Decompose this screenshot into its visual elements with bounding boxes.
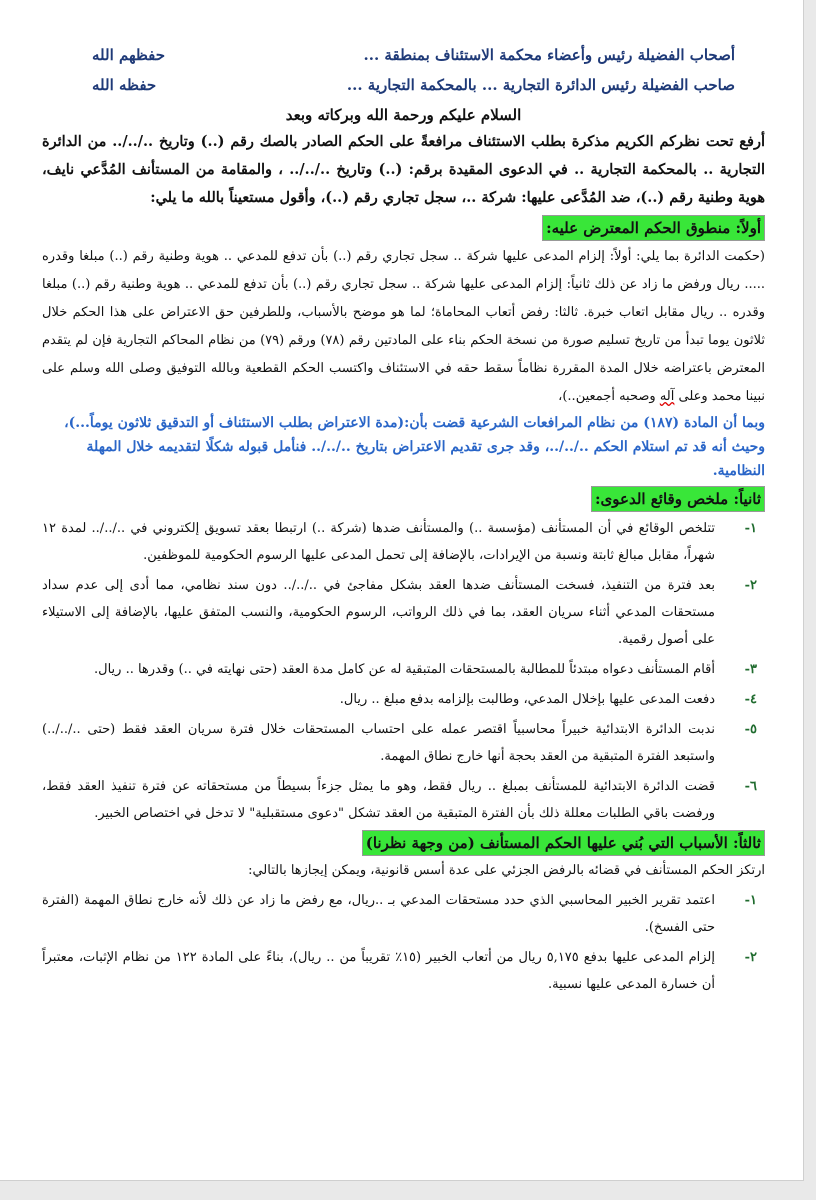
intro-paragraph: أرفع تحت نظركم الكريم مذكرة بطلب الاستئناف مرافعةً على الحكم الصادر بالصك رقم (..) وتاريخ ../../.. من الدائرة التجارية .. بالمحكمة التجارية .. في الدعوى المقيدة برقم: (..) وتاريخ ../../.. ، والمقامة من المستأنف المُدَّعي نايف، هوية وطنية رقم (..)، ضد المُدَّعى عليها: شركة ..، سجل تجاري رقم (..)، وأقول مستعيناً بالله ما يلي: (42, 133, 765, 206)
item-number: ٢- (744, 578, 757, 593)
list-item (42, 887, 765, 941)
section-1-heading: أولاً: منطوق الحكم المعترض عليه: (542, 215, 765, 241)
item-text: اعتمد تقرير الخبير المحاسبي الذي حدد مستحقات المدعي بـ ..ريال، مع رفض ما زاد عن ذلك لأنه خارج نطاق المهمة (الفترة حتى الفسخ). (42, 893, 715, 935)
item-text: بعد فترة من التنفيذ، فسخت المستأنف ضدها العقد بشكل مفاجئ في ../../.. دون سند نظامي، مما أدى إلى عدم سداد مستحقات المدعي أثناء سريان العقد، بما في ذلك الرواتب، الرسوم الحكومية، والنسب المتفق عليها، بالإضافة إلى الاستيلاء على أصول رقمية. (42, 578, 715, 647)
item-number: ٥- (744, 722, 757, 737)
list-item (42, 686, 765, 713)
section-2-header (42, 486, 765, 512)
address-blessing: حفظهم الله (92, 46, 166, 64)
item-number: ١- (744, 521, 757, 536)
address-line-1 (42, 40, 765, 70)
list-item (42, 773, 765, 827)
list-item (42, 716, 765, 770)
section-1-header (42, 215, 765, 241)
quote-main-text: (حكمت الدائرة بما يلي: أولاً: إلزام المدعى عليها شركة .. سجل تجاري رقم (..) بأن تدفع للمدعي .. هوية وطنية رقم (..) مبلغا وقدره ..... ريال ورفض ما زاد عن ذلك ثانياً: إلزام المدعى عليها شركة .. سجل تجاري رقم (..) بأن تدفع للمدعي .. هوية وطنية رقم (..) مبلغا وقدره .. ريال مقابل اتعاب خبرة. ثالثا: رفض أتعاب المحاماة؛ لما هو موضح بالأسباب، وللطرفين حق الاعتراض على هذا الحكم خلال ثلاثون يوما تبدأ من تاريخ تسليم صورة من نسخة الحكم بناء على المادتين رقم (٧٨) ورقم (٧٩) من نظام المحاكم التجارية فإن لم يتقدم المعترض باعتراضه خلال المدة المقررة نظاماً سقط حقه في الاستئناف واكتسب الحكم القطعية وبالله التوفيق وصلى الله وسلم على نبينا محمد وعلى (42, 249, 765, 404)
section-3-heading: ثالثاً: الأسباب التي بُني عليها الحكم المستأنف (من وجهة نظرنا) (362, 830, 765, 856)
item-number: ٣- (744, 662, 757, 677)
item-number: ١- (744, 893, 757, 908)
item-text: ندبت الدائرة الابتدائية خبيراً محاسبياً اقتصر عمله على احتساب المستحقات خلال فترة سريان العقد فقط (حتى ../../..) واستبعد الفترة المتبقية من العقد بحجة أنها خارج نطاق المهمة. (42, 722, 715, 764)
quote-end-text: وصحبه أجمعين..)، (558, 389, 656, 404)
list-item (42, 515, 765, 569)
greeting: السلام عليكم ورحمة الله وبركاته وبعد (285, 106, 522, 124)
item-text: أقام المستأنف دعواه مبتدئاً للمطالبة بالمستحقات المتبقية له عن كامل مدة العقد (حتى نهايته في ..) وقدرها .. ريال. (94, 662, 715, 677)
address-line-2 (42, 70, 765, 100)
list-item (42, 944, 765, 998)
item-number: ٤- (744, 692, 757, 707)
appeal-timing-note: وبما أن المادة (١٨٧) من نظام المرافعات الشرعية قضت بأن:(مدة الاعتراض بطلب الاستئناف أو التدقيق ثلاثون يوماً...)، وحيث أنه قد تم استلام الحكم ../../..، وقد جرى تقديم الاعتراض بتاريخ ../../.. فنأمل قبوله شكلًا لتقديمه خلال المهلة النظامية. (64, 415, 765, 479)
section-3-header (42, 830, 765, 856)
address-blessing-2: حفظه الله (92, 76, 157, 94)
list-item (42, 656, 765, 683)
item-text: دفعت المدعى عليها بإخلال المدعي، وطالبت بإلزامه بدفع مبلغ .. ريال. (339, 692, 715, 707)
quote-underlined-word: آله (659, 389, 675, 404)
section-3-lead: ارتكز الحكم المستأنف في قضائه بالرفض الجزئي على عدة أسس قانونية، ويمكن إيجازها بالتالي: (248, 863, 765, 878)
list-item (42, 572, 765, 653)
item-number: ٢- (744, 950, 757, 965)
judgment-quote (42, 243, 765, 411)
address-recipient-2: صاحب الفضيلة رئيس الدائرة التجارية ... بالمحكمة التجارية ... (346, 76, 735, 94)
item-number: ٦- (744, 779, 757, 794)
address-recipients: أصحاب الفضيلة رئيس وأعضاء محكمة الاستئناف بمنطقة ... (363, 46, 735, 64)
section-2-heading: ثانياً: ملخص وقائع الدعوى: (591, 486, 765, 512)
item-text: تتلخص الوقائع في أن المستأنف (مؤسسة ..) والمستأنف ضدها (شركة ..) ارتبطا بعقد تسويق إلكتروني في ../../.. لمدة ١٢ شهراً، مقابل مبالغ ثابتة ونسبة من الإيرادات، بالإضافة إلى تحمل المدعى عليها الرسوم الحكومية للموظفين. (42, 521, 715, 563)
item-text: إلزام المدعى عليها بدفع ٥,١٧٥ ريال من أتعاب الخبير (١٥٪ تقريباً من .. ريال)، بناءً على المادة ١٢٢ من نظام الإثبات، معتبراً أن خسارة المدعى عليها نسبية. (42, 950, 715, 992)
item-text: قضت الدائرة الابتدائية للمستأنف بمبلغ .. ريال فقط، وهو ما يمثل جزءاً بسيطاً من مستحقاته عن فترة تنفيذ العقد فقط، ورفضت باقي الطلبات معللة ذلك بأن الفترة المتبقية من العقد تشكل "دعوى مستقبلية" لا تدخل في اختصاص الخبير. (42, 779, 715, 821)
